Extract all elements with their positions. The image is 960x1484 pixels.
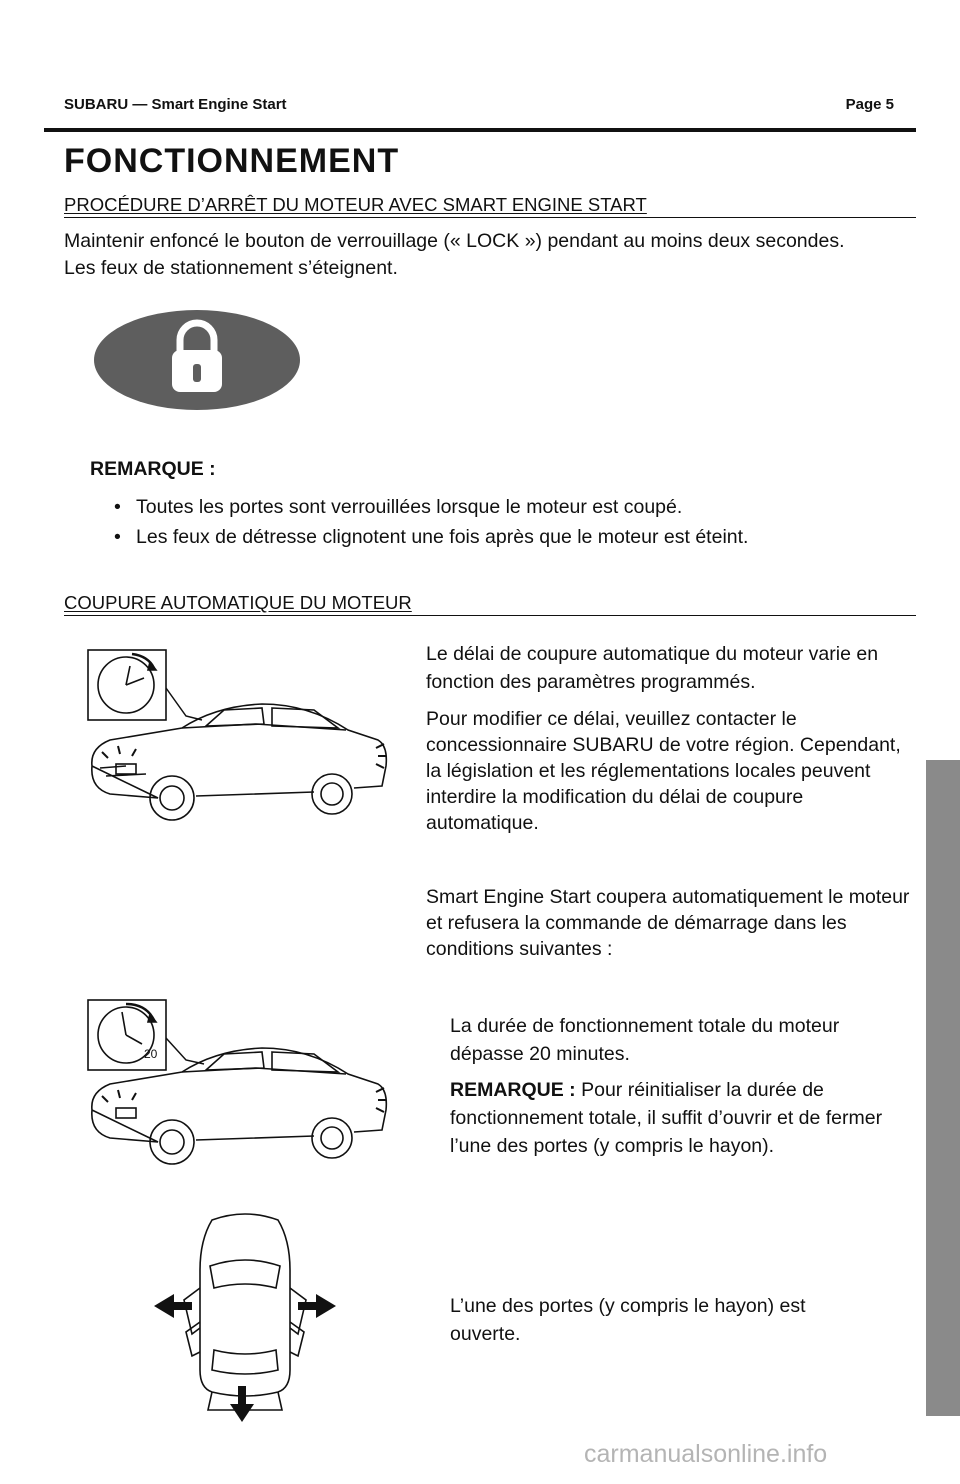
lock-button-icon [94, 310, 300, 410]
car-top-view-icon [184, 1214, 306, 1410]
condition-1: La durée de fonctionnement totale du moteur dépasse 20 minutes. [450, 1015, 840, 1065]
note-bullet-2: • Les feux de détresse clignotent une fois après que le moteur est éteint. [114, 524, 748, 551]
condition-1-note-label: REMARQUE : [450, 1079, 576, 1101]
clock-20-label: 20 [144, 1047, 158, 1061]
watermark: carmanualsonline.info [584, 1440, 828, 1468]
note-bullet-1: • Toutes les portes sont verrouillées lorsque le moteur est coupé. [114, 494, 682, 521]
auto-paragraph-1: Le délai de coupure automatique du moteur varie en fonction des paramètres programmés. [426, 643, 879, 693]
car-clock-illustration [86, 648, 406, 832]
auto-paragraph-3: Smart Engine Start coupera automatiquement le moteur et refusera la commande de démarrage dans les conditions suivantes : [426, 886, 910, 960]
page-number: Page 5 [845, 96, 894, 113]
section-heading-stop-text: PROCÉDURE D’ARRÊT DU MOTEUR AVEC SMART ENGINE START [64, 194, 647, 215]
section-heading-auto-text: COUPURE AUTOMATIQUE DU MOTEUR [64, 592, 412, 613]
car-icon [92, 1048, 387, 1164]
section-heading-stop [64, 194, 916, 218]
arrow-down-icon [230, 1386, 254, 1422]
condition-1-note [450, 1076, 900, 1160]
condition-1-note-text: Pour réinitialiser la durée de fonctionnement totale, il suffit d’ouvrir et de fermer l’une des portes (y compris le hayon). [450, 1079, 883, 1157]
stop-paragraph: Maintenir enfoncé le bouton de verrouillage (« LOCK ») pendant au moins deux secondes. Les feux de stationnement s’éteignent. [64, 230, 845, 279]
note-label-1: REMARQUE : [90, 458, 216, 480]
section-heading-auto [64, 592, 916, 616]
page-title: FONCTIONNEMENT [64, 142, 400, 180]
condition-2: L’une des portes (y compris le hayon) est ouverte. [450, 1295, 806, 1345]
clock-icon [88, 650, 166, 720]
header-title: SUBARU — Smart Engine Start [64, 96, 287, 113]
car-clock-20-illustration [86, 998, 406, 1182]
header-rule [44, 128, 916, 132]
car-icon [92, 704, 387, 820]
auto-paragraph-2: Pour modifier ce délai, veuillez contacter le concessionnaire SUBARU de votre région. Cependant, la législation et les réglementations locales peuvent interdire la modification du délai de coupure automatique. [426, 708, 901, 834]
chapter-tab [926, 760, 960, 1416]
